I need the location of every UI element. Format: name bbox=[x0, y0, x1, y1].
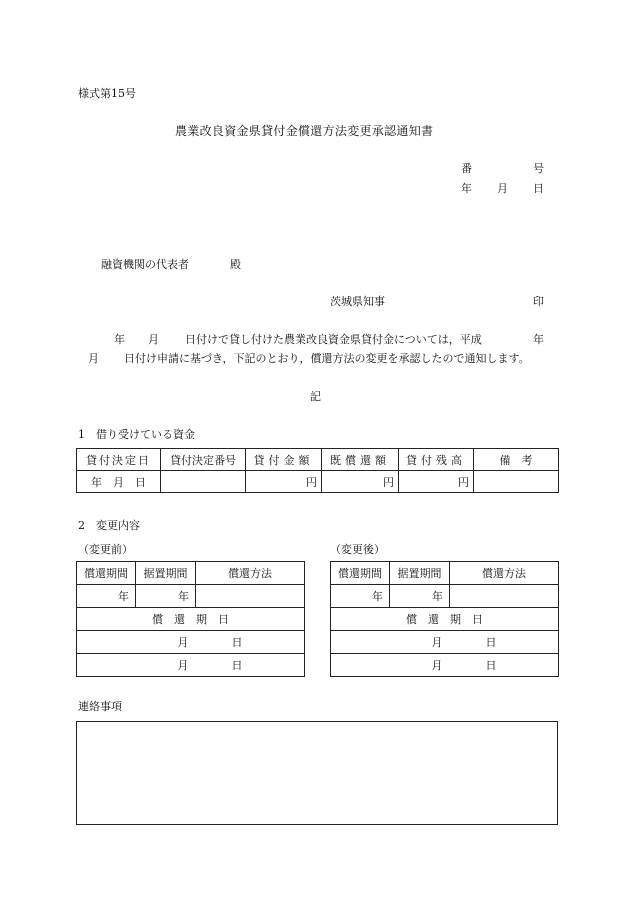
seal-mark: 印 bbox=[533, 295, 544, 308]
section1-heading: 1 借り受けている資金 bbox=[78, 428, 195, 441]
before-header-grace: 据置期間 bbox=[136, 562, 196, 585]
body-line1-text: 日付けで貸し付けた農業改良資金県貸付金については，平成 bbox=[185, 333, 482, 346]
header-loan-amount: 貸付金額 bbox=[246, 449, 322, 471]
body-line1-year2: 年 bbox=[533, 333, 544, 346]
header-balance: 貸付残高 bbox=[399, 449, 474, 471]
after-header-period: 償還期間 bbox=[331, 562, 390, 585]
before-header-method: 償還方法 bbox=[196, 562, 305, 585]
before-header-period: 償還期間 bbox=[77, 562, 136, 585]
before-cell-method bbox=[196, 585, 305, 608]
header-repaid-amount: 既償還額 bbox=[322, 449, 399, 471]
form-number: 様式第15号 bbox=[78, 87, 136, 100]
addressee-honorific: 殿 bbox=[230, 258, 241, 271]
body-line1-year: 年 bbox=[114, 333, 125, 346]
cell-loan-amount: 円 bbox=[246, 471, 322, 493]
body-line1-month: 月 bbox=[148, 333, 159, 346]
body-line2-month: 月 bbox=[88, 352, 99, 365]
after-due-day: 日 bbox=[485, 636, 497, 649]
section2-heading: 2 変更内容 bbox=[78, 519, 140, 532]
date-month: 月 bbox=[497, 182, 508, 195]
cell-balance: 円 bbox=[399, 471, 474, 493]
after-due-month: 月 bbox=[431, 659, 443, 672]
header-loan-number: 貸付決定番号 bbox=[161, 449, 246, 471]
sender-name: 茨城県知事 bbox=[330, 295, 385, 308]
doc-number-go: 号 bbox=[533, 162, 544, 175]
after-label: （変更後） bbox=[330, 543, 385, 556]
before-due-day: 日 bbox=[231, 636, 243, 649]
after-due-day: 日 bbox=[485, 659, 497, 672]
before-cell-period: 年 bbox=[77, 585, 136, 608]
before-due-month: 月 bbox=[177, 659, 189, 672]
header-note: 備 考 bbox=[474, 449, 559, 471]
cell-loan-number bbox=[161, 471, 246, 493]
body-line2-text: 日付け申請に基づき，下記のとおり，償還方法の変更を承認したので通知します。 bbox=[124, 352, 530, 365]
doc-number-ban: 番 bbox=[461, 162, 472, 175]
contact-box bbox=[76, 721, 558, 825]
before-due-day: 日 bbox=[231, 659, 243, 672]
date-day: 日 bbox=[533, 182, 544, 195]
document-title: 農業改良資金県貸付金償還方法変更承認通知書 bbox=[175, 124, 434, 138]
before-due-date-row bbox=[77, 631, 305, 654]
addressee-name: 融資機関の代表者 bbox=[101, 258, 189, 271]
after-due-date-header: 償 還 期 日 bbox=[331, 608, 559, 631]
before-label: （変更前） bbox=[78, 543, 133, 556]
after-header-method: 償還方法 bbox=[450, 562, 559, 585]
date-year: 年 bbox=[461, 182, 472, 195]
after-due-month: 月 bbox=[431, 636, 443, 649]
before-cell-grace: 年 bbox=[136, 585, 196, 608]
after-header-grace: 据置期間 bbox=[390, 562, 450, 585]
before-due-date-row bbox=[77, 654, 305, 677]
after-due-date-row bbox=[331, 654, 559, 677]
cell-repaid-amount: 円 bbox=[322, 471, 399, 493]
after-due-date-row bbox=[331, 631, 559, 654]
cell-loan-date: 年 月 日 bbox=[77, 471, 161, 493]
after-cell-grace: 年 bbox=[390, 585, 450, 608]
after-cell-method bbox=[450, 585, 559, 608]
header-loan-date: 貸付決定日 bbox=[77, 449, 161, 471]
after-table bbox=[330, 561, 559, 677]
ki-label: 記 bbox=[310, 390, 321, 403]
before-table bbox=[76, 561, 305, 677]
loan-table bbox=[76, 448, 559, 493]
contact-heading: 連絡事項 bbox=[78, 700, 122, 713]
before-due-date-header: 償 還 期 日 bbox=[77, 608, 305, 631]
before-due-month: 月 bbox=[177, 636, 189, 649]
cell-note bbox=[474, 471, 559, 493]
after-cell-period: 年 bbox=[331, 585, 390, 608]
